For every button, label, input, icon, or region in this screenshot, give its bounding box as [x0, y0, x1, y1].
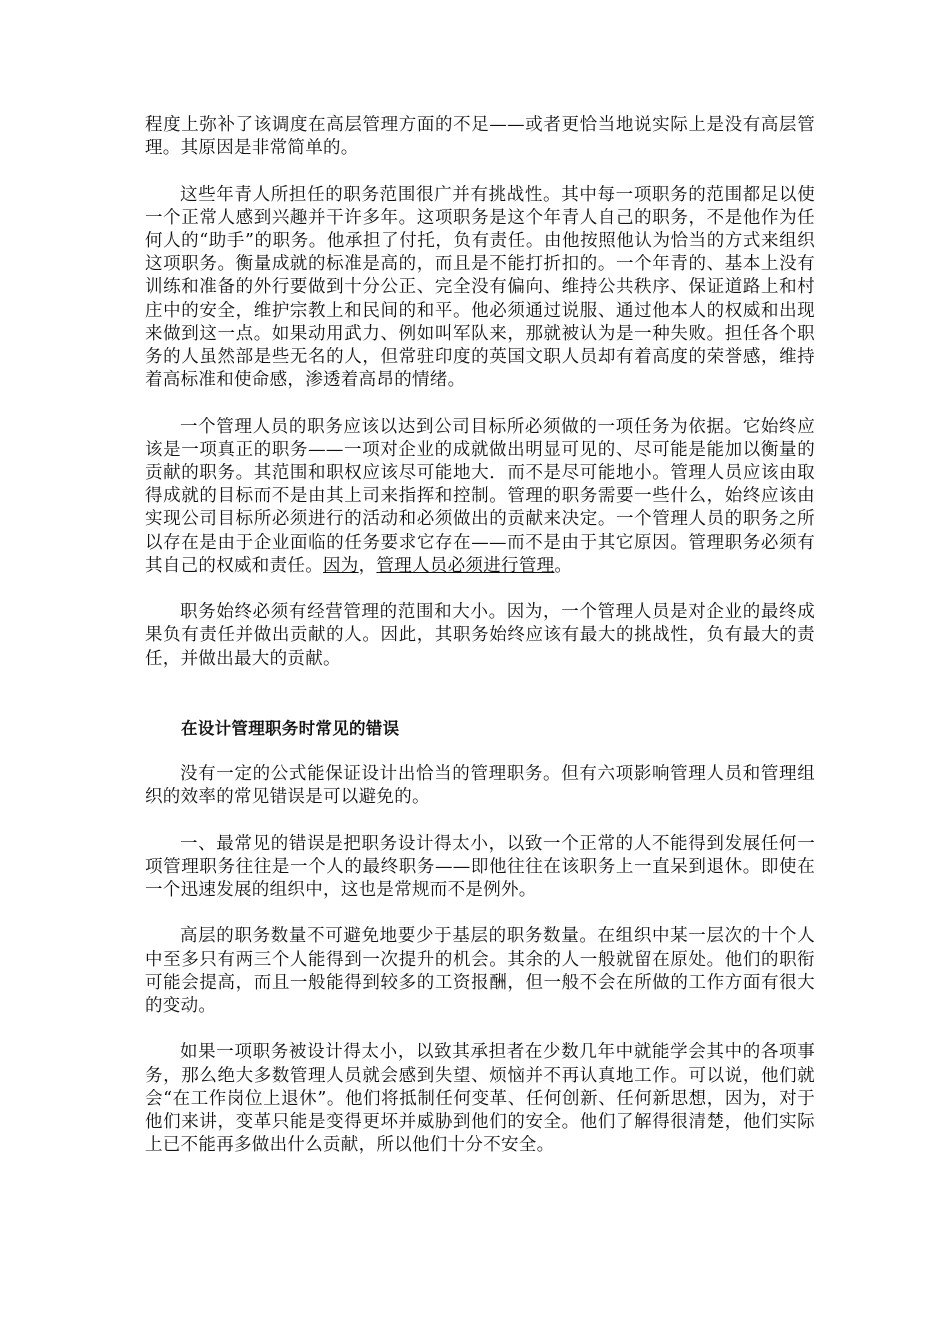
paragraph-3: [145, 416, 815, 578]
paragraph-3-text: 一个管理人员的职务应该以达到公司目标所必须做的一项任务为依据。它始终应该是一项真正的职务——一项对企业的成就做出明显可见的、尽可能是能加以衡量的贡献的职务。其范围和职权应该尽可能地大．而不是尽可能地小。管理人员应该由取得成就的目标而不是由其上司来指挥和控制。管理的职务需要一些什么，始终应该由实现公司目标所必须进行的活动和必须做出的贡献来决定。一个管理人员的职务之所以存在是由于企业面临的任务要求它存在——而不是由于其它原因。管理职务必须有其自己的权威和责任。: [145, 416, 815, 576]
document-page: [145, 114, 815, 1181]
paragraph-1: 程度上弥补了该调度在高层管理方面的不足——或者更恰当地说实际上是没有高层管理。其原因是非常简单的。: [145, 115, 815, 159]
paragraph-5: 没有一定的公式能保证设计出恰当的管理职务。但有六项影响管理人员和管理组织的效率的常见错误是可以避免的。: [145, 764, 815, 808]
underlined-text-managers-must-manage: 管理人员必须进行管理: [376, 555, 555, 576]
section-heading: 在设计管理职务时常见的错误: [181, 718, 400, 738]
paragraph-7: 高层的职务数量不可避免地要少于基层的职务数量。在组织中某一层次的十个人中至多只有两三个人能得到一次提升的机会。其余的人一般就留在原处。他们的职衔可能会提高，而且一般能得到较多的工资报酬，但一般不会在所做的工作方面有很大的变动。: [145, 926, 815, 1017]
paragraph-6: 一、最常见的错误是把职务设计得太小，以致一个正常的人不能得到发展任何一项管理职务往往是一个人的最终职务——即他往往在该职务上一直呆到退休。即使在一个迅速发展的组织中，这也是常规而不是例外。: [145, 833, 815, 901]
paragraph-2: 这些年青人所担任的职务范围很广并有挑战性。其中每一项职务的范围都足以使一个正常人感到兴趣并干许多年。这项职务是这个年青人自己的职务，不是他作为任何人的“助手”的职务。他承担了付托，负有责任。由他按照他认为恰当的方式来组织这项职务。衡量成就的标准是高的，而且是不能打折扣的。一个年青的、基本上没有训练和准备的外行要做到十分公正、完全没有偏向、维持公共秩序、保证道路上和村庄中的安全，维护宗教上和民间的和平。他必须通过说服、通过他本人的权威和出现来做到这一点。如果动用武力、例如叫军队来，那就被认为是一种失败。担任各个职务的人虽然部是些无名的人，但常驻印度的英国文职人员却有着高度的荣誉感，维持着高标准和使命感，渗透着高昂的情绪。: [145, 184, 815, 391]
underlined-text-because: 因为: [323, 555, 359, 576]
paragraph-3-end: 。: [554, 555, 573, 576]
paragraph-4: 职务始终必须有经营管理的范围和大小。因为，一个管理人员是对企业的最终成果负有责任并做出贡献的人。因此，其职务始终应该有最大的挑战性，负有最大的责任，并做出最大的贡献。: [145, 602, 815, 669]
paragraph-8: 如果一项职务被设计得太小，以致其承担者在少数几年中就能学会其中的各项事务，那么绝大多数管理人员就会感到失望、烦恼并不再认真地工作。可以说，他们就会“在工作岗位上退休”。他们将抵制任何变革、任何创新、任何新思想，因为，对于他们来讲，变革只能是变得更坏并威胁到他们的安全。他们了解得很清楚，他们实际上已不能再多做出什么贡献，所以他们十分不安全。: [145, 1042, 815, 1156]
paragraph-3-comma: ，: [358, 555, 377, 576]
